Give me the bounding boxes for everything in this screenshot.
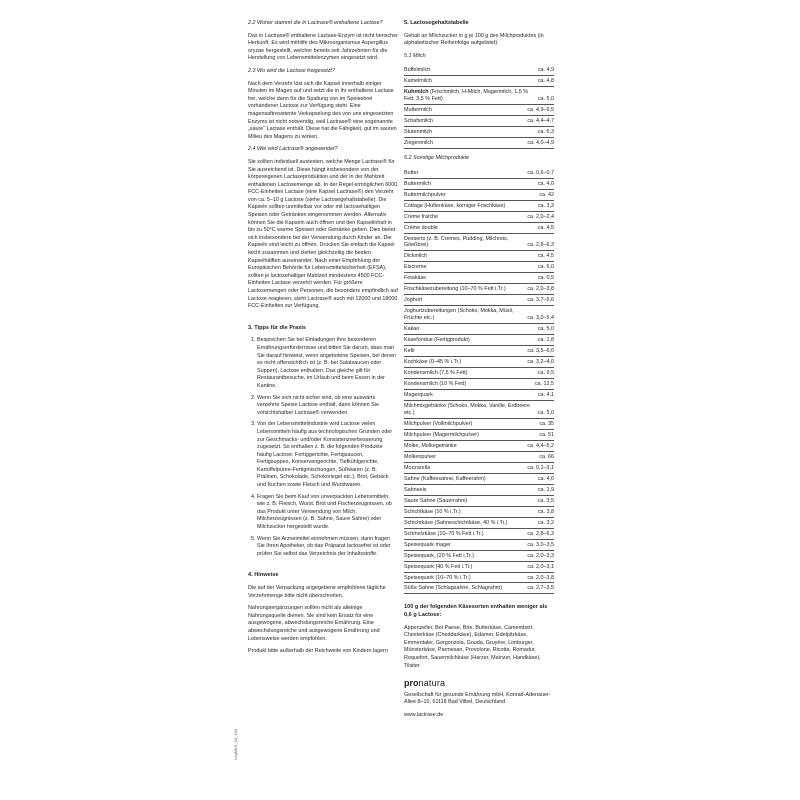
logo-bold: pro (404, 678, 419, 689)
product-name: Butter (404, 169, 419, 176)
logo-light: natura (418, 678, 446, 689)
lactose-value: ca. 4,0 (537, 475, 554, 482)
lactose-value: ca. 9,5 (537, 369, 554, 376)
product-name: Joghurtzubereitungen (Schoko, Mokka, Müsli, Früchte etc.) (404, 308, 514, 322)
section-5-2-title: 5.2 Sonstige Milchprodukte (404, 155, 470, 162)
lactose-value: ca. 5,0 (537, 326, 554, 333)
product-name: Schmelzkäse (10–70 % Fett i.Tr.) (404, 530, 484, 537)
product-name: Sahne (Kaffeesahne, Kaffeerahm) (404, 475, 486, 482)
product-name: Magerquark (404, 391, 433, 398)
lactose-value: ca. 6,0 (537, 264, 554, 271)
product-name: Käsefondue (Fertigprodukt) (404, 337, 470, 344)
product-name: Süße Sahne (Schlagsahne, Schlagrahm) (404, 585, 502, 592)
tip-item: 3. Von der Lebensmittelindustrie wird Lactose vielen Lebensmitteln häufig aus technologischen Gründen oder zur Geschmacks- und/oder Konsistenzverbesserung zugesetzt. So enthalten z. B. die folgenden Produkte häufig Lactose: Fertiggerichte, Fertigsaucen, Fertigsuppen, Konservengerichte, Tiefkühlgerichte, Kartoffelpüree-Fertigmischungen, Süßwaren (z. B. Pralinen, Schokolade, Schokoriegel etc.), Brot, Gebäck und Kuchen sowie Fleisch und Wurstwaren. (257, 421, 398, 489)
lactose-value: ca. 1,8 (537, 337, 554, 344)
product-name: Fetakäse (404, 275, 427, 282)
product-name: Crème fraîche (404, 213, 439, 220)
lactose-value: ca. 4,4–5,2 (527, 442, 554, 449)
table-row (404, 284, 554, 295)
product-name: Stutenmilch (404, 129, 433, 136)
product-name: Muttermilch (404, 107, 432, 114)
lactose-value: ca. 66 (539, 453, 554, 460)
section-2-4-text: Sie sollten individuell austesten, welche Menge Lactrase® für Sie ausreichend ist. Diese hängt insbesondere von der körpereigenen Lactaseproduktion und der in der Mahlzeit enthaltenen Lactosemenge ab. In der Regel ermöglichen 6000 FCC-Einheiten Lactase (eine Kapsel Lactrase®) den Verzehr von ca. 5–10 g Lactose (siehe Lactosegehaltstabelle). Die Kapseln sollten unmittelbar vor oder mit lactosehaltigen Speisen oder Getränken eingenommen werden. Alternativ können Sie die Kapseln auch öffnen und den Kapselinhalt in bis zu 50°C warme Speisen oder Getränke geben. Dies bietet sich insbesondere bei der Verwendung durch Kinder an. Die Kapseln sind leicht zu öffnen. Drücken Sie einfach die Kapsel leicht zusammen und ziehen gleichzeitig die beiden Kapselhälften auseinander. Nach einer Empfehlung der Europäischen Behörde für Lebensmittelsicherheit (EFSA), sollten je lactosehaltiger Mahlzeit mindestens 4500 FCC-Einheiten Lactase verzehrt werden. Für größere Lactosemengen oder Personen, die besonders empfindlich auf Lactose reagieren, steht Lactrase® auch mit 12000 und 18000 FCC-Einheiten zur Verfügung. (248, 158, 398, 310)
product-name: Speisequark (10–70 % i.Tr.) (404, 574, 471, 581)
right-column (404, 20, 554, 725)
product-name: Milchpulver (Magermilchpulver) (404, 431, 479, 438)
product-name: Joghurt (404, 297, 422, 304)
table-row (404, 463, 554, 474)
product-name: Buttermilch (404, 180, 431, 187)
lactose-value: ca. 4,0–4,9 (527, 140, 554, 147)
table-row (404, 87, 554, 105)
lactose-value: ca. 3,8 (537, 508, 554, 515)
table-row (404, 335, 554, 346)
table-row (404, 127, 554, 138)
website: www.lactrase.de (404, 712, 444, 718)
table-row (404, 485, 554, 496)
milk-table (404, 65, 554, 149)
table-row (404, 306, 554, 324)
lactose-value: ca. 3,7–5,6 (527, 297, 554, 304)
lactose-value: ca. 2,0–2,4 (527, 213, 554, 220)
side-code: LegMKS_04_103 (233, 729, 238, 760)
table-row (404, 116, 554, 127)
product-name: Kondensmilch (7,5 % Fett) (404, 369, 468, 376)
product-name: Kamelmilch (404, 78, 432, 85)
product-detail: (Frischmilch, H-Milch, Magermilch, 1,5 % Fett, 3,5 % Fett) (404, 89, 529, 103)
lactose-value: ca. 3,2 (537, 519, 554, 526)
lactose-value: ca. 2,8–6,3 (527, 530, 554, 537)
table-row (404, 474, 554, 485)
lactose-value: ca. 3,5–6,0 (527, 348, 554, 355)
lactose-value: ca. 35 (539, 420, 554, 427)
product-name: Kochkäse (0–45 % i.Tr.) (404, 359, 462, 365)
table-row (404, 234, 554, 252)
table-row (404, 65, 554, 76)
table-row (404, 551, 554, 562)
section-2-4-title: 2.4 Wie wird Lactrase® angewendet? (248, 146, 338, 153)
lactose-value: ca. 3,5 (537, 497, 554, 504)
tip-item: 4. Fragen Sie beim Kauf von unverpackten Lebensmitteln, wie z. B. Fleisch, Wurst, Brot und Fischerzeugnissen, ob das Produkt unter Verwendung von Milch, Milcherzeugnissen (z. B. Sahne, Saure Sahne) oder Milchzucker hergestellt wurde. (257, 494, 398, 532)
product-name: Frischkäsezubereitung (10–70 % Fett i.Tr.) (404, 286, 506, 293)
product-name-bold: Kuhmilch (404, 89, 429, 96)
lactose-value: ca. 4,1 (537, 391, 554, 398)
section-2-2-text: Das in Lactrase® enthaltene Lactase-Enzym ist nicht tierischer Herkunft. Es wird mithilfe des Mikroorganismus Aspergillus oryzae hergestellt, welcher bereits seit Jahrzehnten für die Herstellung von Lebensmittelenzymen eingesetzt wird. (248, 32, 398, 62)
section-2-2-title: 2.2 Woher stammt die in Lactrase® enthaltene Lactase? (248, 20, 383, 26)
section-2-3-title: 2.3 Wo wird die Lactase freigesetzt? (248, 67, 335, 74)
product-name: Buttermilchpulver (404, 191, 446, 198)
section-5-title: 5. Lactosegehaltstabelle (404, 20, 469, 26)
notice-text: Die auf der Verpackung angegebene empfohlene tägliche Verzehrmenge bitte nicht überschreiten. (248, 585, 386, 599)
table-row (404, 496, 554, 507)
notice-text: Nahrungsergänzungen sollten nicht als alleinige Nahrungsquelle dienen. Sie sind kein Ersatz für eine ausgewogene, abwechslungsreiche Ernährung. Eine abwechslungsreiche und ausgewogene Ernährung und Lebensweise werden empfohlen. (248, 605, 380, 642)
section-3-title: 3. Tipps für die Praxis (248, 324, 307, 331)
table-row (404, 212, 554, 223)
table-row (404, 368, 554, 379)
table-row (404, 401, 554, 419)
product-name: Kakao (404, 326, 420, 333)
lactose-value: ca. 4,9–9,5 (527, 107, 554, 114)
lactose-value: ca. 3,0–3,5 (527, 541, 554, 548)
lactose-value: ca. 42 (539, 191, 554, 198)
lactose-value: ca. 4,8 (537, 78, 554, 85)
lactose-value: ca. 1,9 (537, 486, 554, 493)
lactose-value: ca. 4,4–4,7 (527, 118, 554, 125)
table-row (404, 452, 554, 463)
lactose-value: ca. 2,0–3,8 (527, 574, 554, 581)
tip-item: 5. Wenn Sie Arzneimittel einnehmen müssen, dann fragen Sie Ihren Apotheker, ob das Präparat lactosefrei ist oder prüfen Sie selbst das Verzeichnis der Inhaltsstoffe. (257, 536, 398, 559)
product-name: Schichtkäse (Sahneschichtkäse, 40 % i.Tr.) (404, 519, 508, 526)
product-name: Crème double (404, 224, 438, 231)
product-name: Cottage (Hüttenkäse, körniger Frischkäse) (404, 202, 506, 209)
lactose-value: ca. 2,8–6,3 (527, 242, 554, 249)
tip-item: 2. Wenn Sie sich nicht sicher sind, ob eine auswärts verzehrte Speise Lactose enthält, dann können Sie vorsichtshalber Lactrase® verwenden. (257, 395, 398, 418)
table-row (404, 390, 554, 401)
table-row (404, 507, 554, 518)
section-2-3-text: Nach dem Verzehr löst sich die Kapsel innerhalb einiger Minuten im Magen auf und setzt die in ihr enthaltene Lactase frei, welche dann für die Spaltung von im Speisebrei vorhandener Lactose zur Verfügung steht. Eine magensaftresistente Verkapselung des von uns eingesetzten Enzyms ist nicht notwendig, weil Lactrase® eine sogenannte „saure“ Lactase enthält. Diese hat die Fähigkeit, gut im sauren Milieu des Magens zu wirken. (248, 80, 397, 140)
product-name: Sahneeis (404, 486, 427, 493)
product-name: Desserts (z. B. Cremes, Pudding, Milchreis, Grießbrei) (404, 235, 509, 249)
product-name: Milchmixgetränke (Schoko, Mokka, Vanille, Erdbeere etc.) (404, 402, 531, 416)
table-row (404, 138, 554, 149)
table-intro: Gehalt an Milchzucker in g je 100 g des Milchproduktes (in alphabetischer Reihenfolge aufgelistet): (404, 32, 544, 47)
lactose-value: ca. 12,5 (534, 380, 554, 387)
notice-text: Produkt bitte außerhalb der Reichweite von Kindern lagern (248, 648, 388, 655)
table-row (404, 251, 554, 262)
product-name: Kondensmilch (10 % Fett) (404, 380, 467, 387)
table-row (404, 419, 554, 430)
section-4-title: 4. Hinweise (248, 572, 279, 579)
tip-item: 1. Besprechen Sie bei Einladungen Ihre besonderen Ernährungserfordernisse und bitten Sie darum, dass man Sie darauf hinweist, wenn angebotene Speisen, bei denen es nicht offensichtlich ist (z. B. bei Salatsaucen oder Suppen), Lactose enthalten. Das gleiche gilt für Restaurantbesuche, im Urlaub und beim Essen in der Kantine. (257, 337, 398, 390)
table-row (404, 324, 554, 335)
cheese-list: Appenzeller, Bel Paese, Brie, Butterkäse, Camembert, Chesterkäse (Cheddarkäse), Edamer, Edelpilzkäse, Emmentaler, Gorgonzola, Gouda, Gruyère, Limburger, Münsterkäse, Parmesan, Provolone, Ricotta, Romadur, Roquefort, Sauermilchkäse (Harzer, Mainzer, Handkäse), Tilsiter (404, 624, 541, 669)
table-row (404, 357, 554, 368)
lactose-value: ca. 4,5 (537, 224, 554, 231)
lactose-value: ca. 5,0 (537, 96, 554, 103)
tips-list (248, 337, 398, 558)
lactose-value: ca. 51 (539, 431, 554, 438)
product-name: Speisequark (40 % Fett i.Tr.) (404, 563, 473, 570)
table-row (404, 583, 554, 594)
product-name: Milchpulver (Vollmilchpulver) (404, 420, 473, 427)
table-row (404, 518, 554, 529)
product-name: Molke, Molkegetränke (404, 442, 457, 449)
table-row (404, 346, 554, 357)
table-row (404, 573, 554, 584)
section-5-1-title: 5.1 Milch (404, 52, 426, 59)
table-row (404, 223, 554, 234)
lactose-value: ca. 0,1–3,1 (527, 464, 554, 471)
table-row (404, 273, 554, 284)
lactose-value: ca. 3,3 (537, 202, 554, 209)
lactose-value: ca. 3,2–4,0 (527, 359, 554, 365)
table-row (404, 529, 554, 540)
table-row (404, 190, 554, 201)
product-name (404, 89, 534, 103)
lactose-value: ca. 2,0–3,3 (527, 552, 554, 559)
product-name: Kefir (404, 348, 416, 355)
table-row (404, 179, 554, 190)
lactose-value: ca. 0,6–0,7 (527, 169, 554, 176)
lactose-value: ca. 4,9 (537, 67, 554, 74)
table-row (404, 379, 554, 390)
product-name: Schafsmilch (404, 118, 434, 125)
dairy-products-table (404, 168, 554, 595)
table-row (404, 540, 554, 551)
lactose-value: ca. 5,0 (537, 409, 554, 416)
product-name: Büffelmilch (404, 67, 431, 74)
table-row (404, 430, 554, 441)
lactose-value: ca. 0,5 (537, 275, 554, 282)
lactose-value: ca. 2,0–3,8 (527, 286, 554, 293)
pronatura-logo (404, 680, 554, 688)
product-name: Dickmilch (404, 253, 428, 260)
lactose-value: ca. 3,0–5,4 (527, 315, 554, 322)
company-address: Gesellschaft für gesunde Ernährung mbH, Konrad-Adenauer-Allee 8–10, 61118 Bad Vilbel, Deutschland (404, 691, 551, 706)
product-name: Schichtkäse (10 % i.Tr.) (404, 508, 461, 515)
cheese-title: 100 g der folgenden Käsesorten enthalten weniger als 0,6 g Lactose: (404, 604, 548, 619)
lactose-value: ca. 6,3 (537, 129, 554, 136)
table-row (404, 562, 554, 573)
table-row (404, 168, 554, 179)
product-name: Speisequark, (20 % Fett i.Tr.) (404, 552, 474, 559)
product-name: Saure Sahne (Sauerrahm) (404, 497, 468, 504)
lactose-value: ca. 2,0–3,1 (527, 563, 554, 570)
table-row (404, 76, 554, 87)
left-column (248, 20, 398, 661)
product-name: Ziegenmilch (404, 140, 434, 147)
product-name: Speisequark mager (404, 541, 451, 548)
lactose-value: ca. 4,5 (537, 253, 554, 260)
product-name: Molkenpulver (404, 453, 437, 460)
lactose-value: ca. 2,7–3,5 (527, 585, 554, 592)
table-row (404, 262, 554, 273)
product-name: Mozzarella (404, 464, 431, 471)
table-row (404, 295, 554, 306)
lactose-value: ca. 4,0 (537, 180, 554, 187)
table-row (404, 201, 554, 212)
table-row (404, 441, 554, 452)
product-name: Eiscreme (404, 264, 427, 271)
table-row (404, 105, 554, 116)
